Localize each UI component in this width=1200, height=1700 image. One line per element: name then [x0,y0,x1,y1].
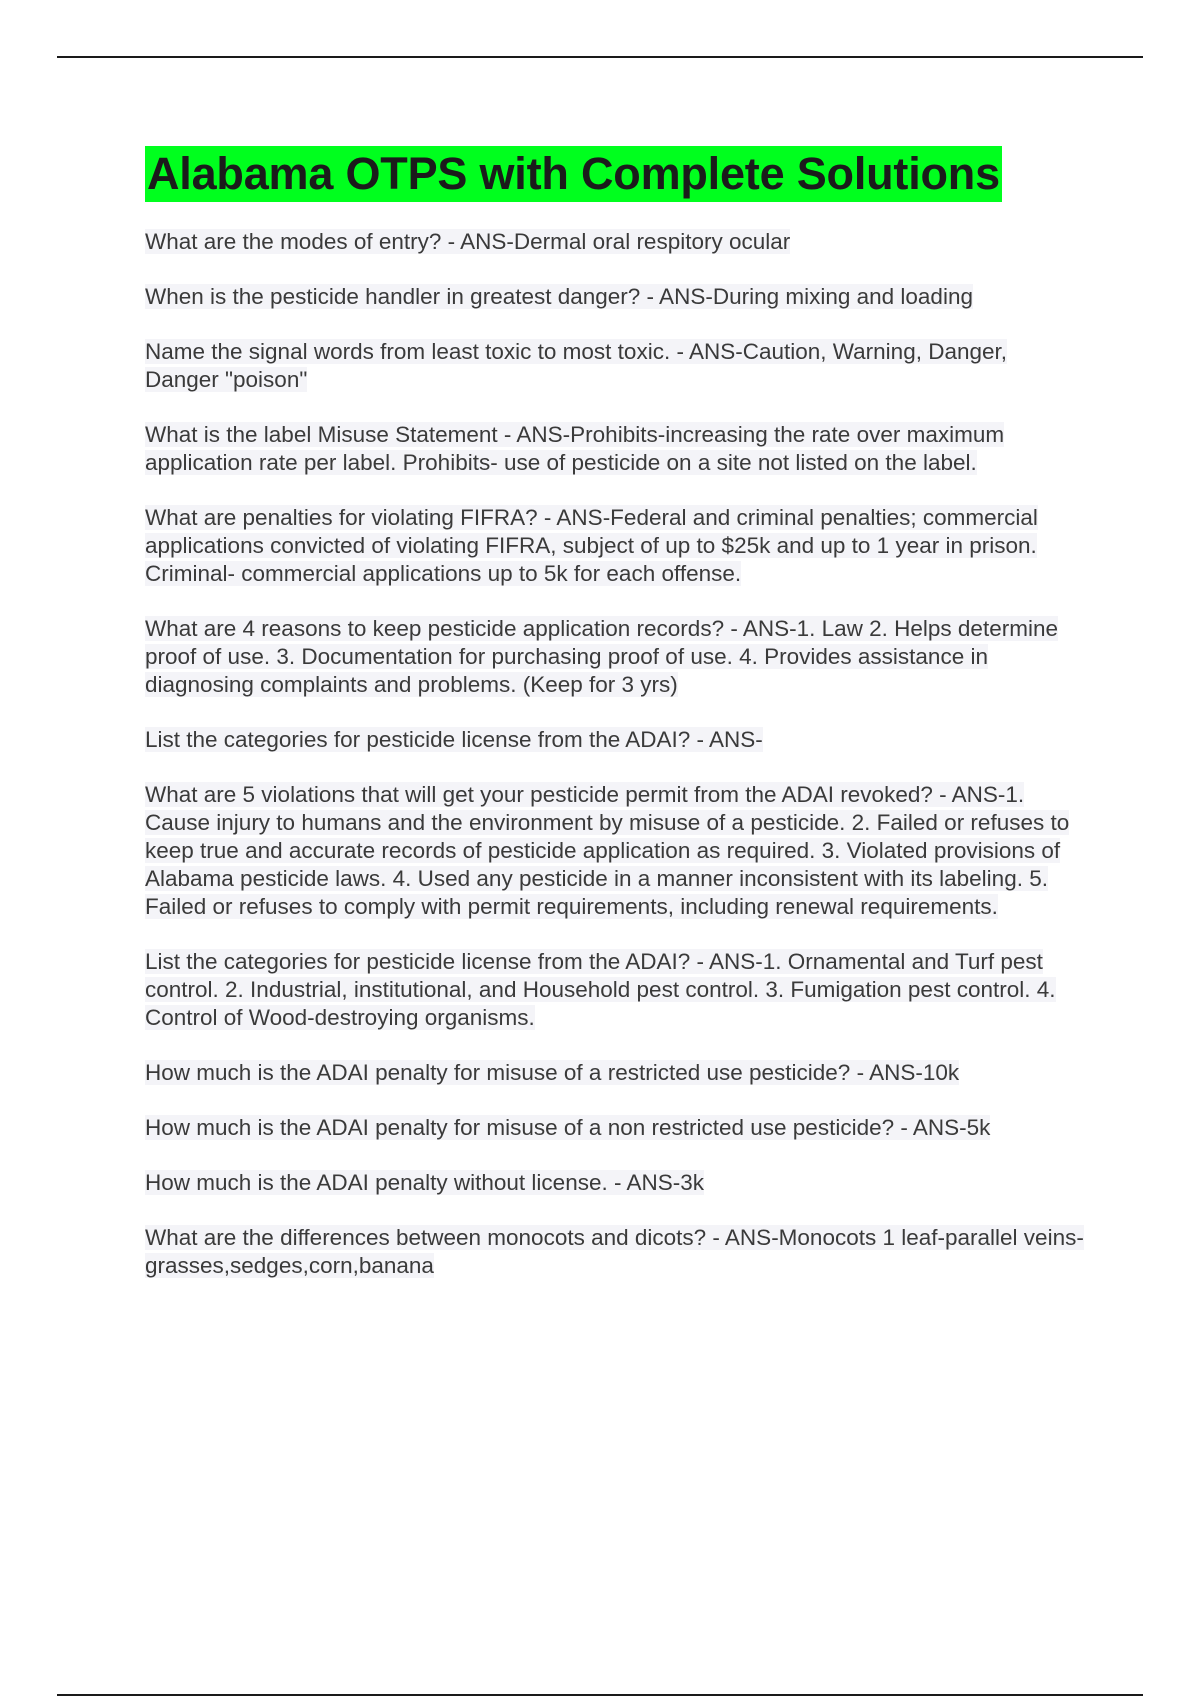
qa-text: What are 5 violations that will get your pesticide permit from the ADAI revoked? - ANS-1. Cause injury to humans and the environment by misuse of a pesticide. 2. Failed or refuses to keep true and accurate records of pesticide application as required. 3. Violated provisions of Alabama pesticide laws. 4. Used any pesticide in a manner inconsistent with its labeling. 5. Failed or refuses to comply with permit requirements, including renewal requirements. [145,782,1070,919]
qa-text: What are the differences between monocots and dicots? - ANS-Monocots 1 leaf-parallel veins-grasses,sedges,corn,banana [145,1225,1084,1278]
qa-text: What are penalties for violating FIFRA? - ANS-Federal and criminal penalties; commercial applications convicted of violating FIFRA, subject of up to $25k and up to 1 year in prison. Criminal- commercial applications up to 5k for each offense. [145,505,1038,586]
qa-text: How much is the ADAI penalty without license. - ANS-3k [145,1170,704,1195]
top-rule [57,56,1143,58]
qa-item [145,504,1085,588]
qa-text: What are 4 reasons to keep pesticide application records? - ANS-1. Law 2. Helps determine proof of use. 3. Documentation for purchasing proof of use. 4. Provides assistance in diagnosing complaints and problems. (Keep for 3 yrs) [145,616,1058,697]
qa-text: What is the label Misuse Statement - ANS-Prohibits-increasing the rate over maximum application rate per label. Prohibits- use of pesticide on a site not listed on the label. [145,422,1005,475]
qa-item [145,283,1085,311]
qa-text: How much is the ADAI penalty for misuse of a restricted use pesticide? - ANS-10k [145,1060,960,1085]
qa-item [145,1224,1085,1280]
qa-text: When is the pesticide handler in greatest danger? - ANS-During mixing and loading [145,284,973,309]
document-body [145,146,1085,1307]
qa-item [145,726,1085,754]
qa-item [145,338,1085,394]
document-title: Alabama OTPS with Complete Solutions [145,146,1002,202]
qa-text: List the categories for pesticide license from the ADAI? - ANS-1. Ornamental and Turf pest control. 2. Industrial, institutional, and Household pest control. 3. Fumigation pest control. 4. Control of Wood-destroying organisms. [145,949,1056,1030]
qa-item [145,615,1085,699]
title-block [145,146,1085,202]
qa-item [145,1114,1085,1142]
qa-text: What are the modes of entry? - ANS-Dermal oral respitory ocular [145,229,791,254]
qa-item [145,228,1085,256]
qa-item [145,1169,1085,1197]
qa-text: List the categories for pesticide license from the ADAI? - ANS- [145,727,763,752]
qa-item [145,1059,1085,1087]
qa-text: Name the signal words from least toxic to most toxic. - ANS-Caution, Warning, Danger, Danger "poison" [145,339,1008,392]
qa-item [145,781,1085,921]
qa-item [145,421,1085,477]
qa-text: How much is the ADAI penalty for misuse of a non restricted use pesticide? - ANS-5k [145,1115,991,1140]
qa-item [145,948,1085,1032]
bottom-rule [57,1694,1143,1696]
